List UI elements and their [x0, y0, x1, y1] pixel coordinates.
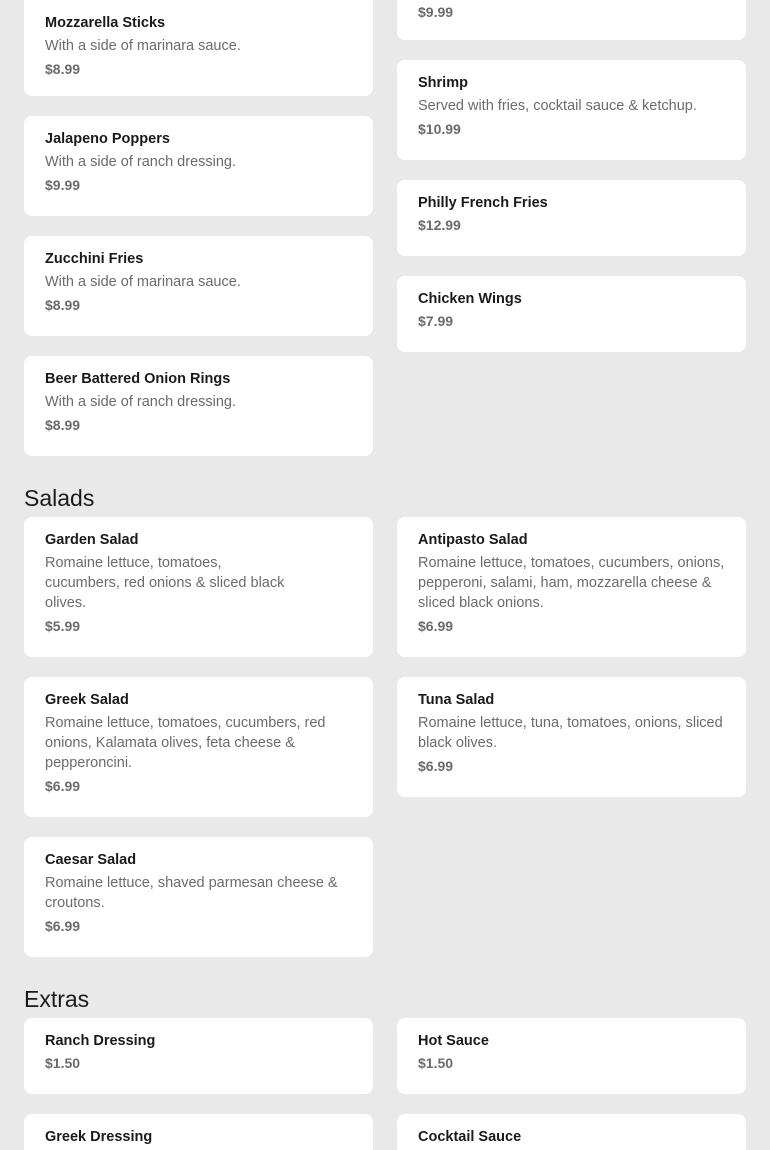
item-name: Shrimp — [418, 75, 468, 91]
menu-item-card[interactable] — [397, 677, 746, 797]
item-price: $7.99 — [418, 313, 454, 329]
item-description: Romaine lettuce, tuna, tomatoes, onions, sliced black olives. — [418, 715, 723, 751]
item-price: $9.99 — [45, 177, 81, 193]
item-name: Greek Salad — [45, 692, 129, 708]
menu-item-card[interactable] — [397, 60, 746, 160]
menu-item-card[interactable] — [24, 0, 373, 96]
item-description: With a side of ranch dressing. — [45, 154, 237, 170]
item-description: With a side of marinara sauce. — [45, 274, 241, 290]
menu-item-card[interactable] — [24, 1114, 373, 1150]
item-price: $1.50 — [45, 1055, 81, 1071]
item-description: Romaine lettuce, tomatoes, cucumbers, red onions, Kalamata olives, feta cheese & pepperoncini. — [45, 715, 326, 771]
item-price: $8.99 — [45, 61, 81, 77]
menu-item-card[interactable] — [397, 1114, 746, 1150]
menu-item-card[interactable] — [24, 356, 373, 456]
item-price: $6.99 — [418, 758, 454, 774]
item-name: Hot Sauce — [418, 1033, 489, 1049]
item-description: Served with fries, cocktail sauce & ketchup. — [418, 98, 697, 114]
item-name: Caesar Salad — [45, 852, 137, 868]
section-title-salads: Salads — [24, 485, 95, 511]
menu-item-card[interactable] — [397, 1018, 746, 1094]
item-description: Romaine lettuce, tomatoes, cucumbers, red onions & sliced black olives. — [45, 555, 285, 611]
item-price: $1.50 — [418, 1055, 454, 1071]
item-price: $9.99 — [418, 4, 454, 20]
item-name: Tuna Salad — [418, 692, 495, 708]
menu-item-card[interactable] — [397, 276, 746, 352]
item-name: Ranch Dressing — [45, 1033, 156, 1049]
item-price: $6.99 — [418, 618, 454, 634]
item-name: Garden Salad — [45, 532, 139, 548]
item-price: $6.99 — [45, 918, 81, 934]
menu-item-card[interactable] — [24, 677, 373, 817]
menu-item-card[interactable] — [24, 116, 373, 216]
item-name: Chicken Wings — [418, 291, 522, 307]
menu-item-card[interactable] — [24, 1018, 373, 1094]
menu-item-card[interactable] — [24, 837, 373, 957]
item-price: $8.99 — [45, 297, 81, 313]
menu-item-card[interactable] — [397, 0, 746, 40]
item-name: Antipasto Salad — [418, 532, 528, 548]
item-name: Jalapeno Poppers — [45, 131, 170, 147]
item-name: Philly French Fries — [418, 195, 548, 211]
item-name: Beer Battered Onion Rings — [45, 371, 231, 387]
item-description: With a side of ranch dressing. — [45, 394, 237, 410]
item-price: $6.99 — [45, 778, 81, 794]
item-name: Cocktail Sauce — [418, 1129, 522, 1145]
menu-item-card[interactable] — [24, 236, 373, 336]
item-name: Zucchini Fries — [45, 251, 144, 267]
item-price: $5.99 — [45, 618, 81, 634]
item-price: $10.99 — [418, 121, 461, 137]
menu-item-card[interactable] — [397, 517, 746, 657]
section-title-extras: Extras — [24, 986, 90, 1012]
item-price: $12.99 — [418, 217, 461, 233]
item-description: Romaine lettuce, tomatoes, cucumbers, onions, pepperoni, salami, ham, mozzarella cheese & sliced black onions. — [418, 555, 725, 611]
item-description: Romaine lettuce, shaved parmesan cheese & croutons. — [45, 875, 338, 911]
item-name: Mozzarella Sticks — [45, 15, 166, 31]
menu-item-card[interactable] — [397, 180, 746, 256]
item-description: With a side of marinara sauce. — [45, 38, 241, 54]
item-price: $8.99 — [45, 417, 81, 433]
item-name: Greek Dressing — [45, 1129, 153, 1145]
menu-item-card[interactable] — [24, 517, 373, 657]
